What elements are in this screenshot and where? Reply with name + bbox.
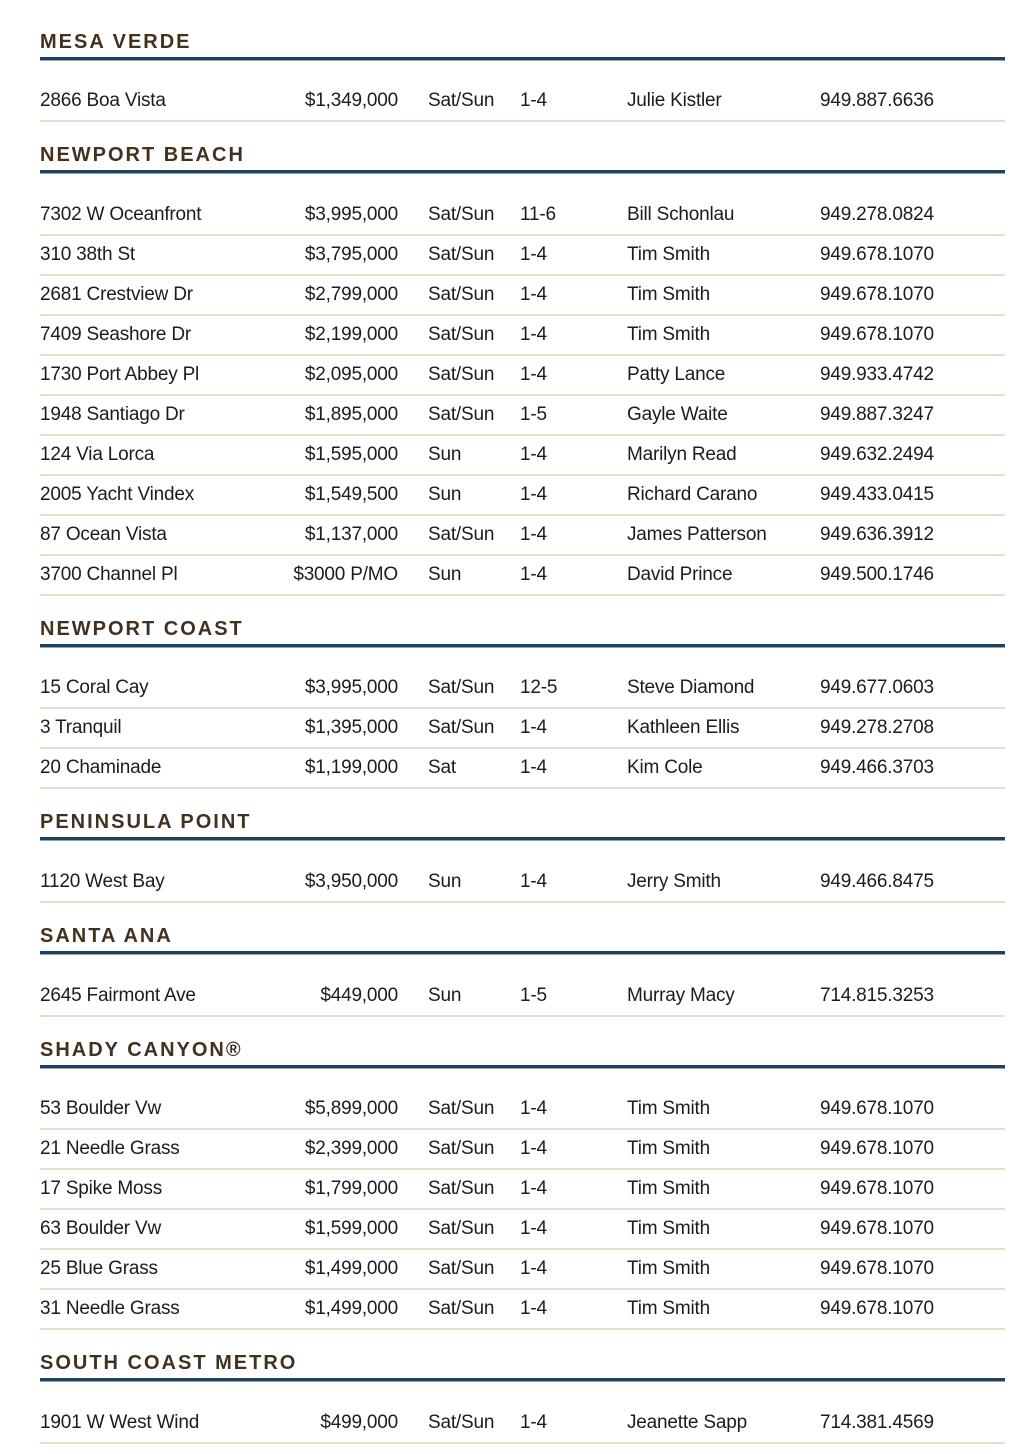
listing-price: $3000 P/MO	[293, 563, 398, 585]
listing-address: 2681 Crestview Dr	[40, 283, 193, 305]
listing-price: $1,199,000	[304, 757, 398, 779]
listing-row	[40, 476, 1005, 516]
agent-name: Tim Smith	[627, 1178, 710, 1200]
agent-name: Tim Smith	[627, 1298, 710, 1320]
listing-row	[40, 1250, 1005, 1290]
listing-price: $1,395,000	[304, 717, 398, 739]
open-house-hours: 1-4	[520, 870, 547, 892]
listing-row	[40, 1210, 1005, 1250]
open-house-hours: 1-4	[520, 1178, 547, 1200]
open-house-hours: 1-4	[520, 363, 547, 385]
open-house-hours: 1-4	[520, 323, 547, 345]
agent-name: Tim Smith	[627, 243, 710, 265]
listing-price: $3,995,000	[304, 203, 398, 225]
listing-price: $2,199,000	[304, 323, 398, 345]
agent-phone: 949.500.1746	[820, 563, 934, 585]
neighborhood-section	[40, 812, 1005, 903]
agent-phone: 714.815.3253	[820, 984, 934, 1006]
open-house-days: Sat/Sun	[428, 1218, 495, 1240]
agent-name: Richard Carano	[627, 483, 758, 505]
open-house-hours: 1-4	[520, 90, 547, 112]
listing-address: 53 Boulder Vw	[40, 1098, 161, 1120]
agent-name: Steve Diamond	[627, 677, 755, 699]
agent-name: Jerry Smith	[627, 870, 721, 892]
open-house-days: Sun	[428, 870, 462, 892]
section-rows	[40, 190, 1005, 596]
listing-price: $449,000	[320, 984, 398, 1006]
listing-price: $2,095,000	[304, 363, 398, 385]
open-house-hours: 1-4	[520, 1218, 547, 1240]
listing-row	[40, 236, 1005, 276]
open-house-days: Sat/Sun	[428, 1178, 495, 1200]
listing-price: $2,399,000	[304, 1138, 398, 1160]
listing-address: 31 Needle Grass	[40, 1298, 180, 1320]
listing-row	[40, 196, 1005, 236]
agent-phone: 949.933.4742	[820, 363, 934, 385]
open-house-days: Sun	[428, 984, 462, 1006]
open-house-hours: 1-4	[520, 717, 547, 739]
agent-phone: 949.678.1070	[820, 1218, 934, 1240]
neighborhood-section	[40, 1353, 1005, 1444]
open-house-hours: 1-4	[520, 757, 547, 779]
open-house-days: Sun	[428, 443, 462, 465]
listing-address: 17 Spike Moss	[40, 1178, 163, 1200]
open-house-days: Sat/Sun	[428, 203, 495, 225]
agent-name: Gayle Waite	[627, 403, 728, 425]
open-house-hours: 1-4	[520, 1138, 547, 1160]
section-title: NEWPORT COAST	[40, 619, 1005, 647]
listing-price: $1,799,000	[304, 1178, 398, 1200]
listing-address: 20 Chaminade	[40, 757, 162, 779]
listing-price: $1,349,000	[304, 90, 398, 112]
listing-address: 21 Needle Grass	[40, 1138, 180, 1160]
agent-name: Tim Smith	[627, 1138, 710, 1160]
agent-phone: 949.678.1070	[820, 1298, 934, 1320]
listing-row	[40, 1170, 1005, 1210]
listing-row	[40, 316, 1005, 356]
open-house-hours: 1-4	[520, 243, 547, 265]
open-house-days: Sat/Sun	[428, 363, 495, 385]
listing-price: $1,599,000	[304, 1218, 398, 1240]
section-rows	[40, 1084, 1005, 1330]
open-house-hours: 1-4	[520, 483, 547, 505]
open-house-days: Sat/Sun	[428, 1258, 495, 1280]
open-house-days: Sat/Sun	[428, 90, 495, 112]
listing-address: 1948 Santiago Dr	[40, 403, 185, 425]
agent-phone: 949.636.3912	[820, 523, 934, 545]
listing-address: 310 38th St	[40, 243, 135, 265]
section-title: PENINSULA POINT	[40, 812, 1005, 840]
listing-row	[40, 356, 1005, 396]
listing-row	[40, 276, 1005, 316]
listing-address: 1901 W West Wind	[40, 1411, 200, 1433]
listing-address: 7409 Seashore Dr	[40, 323, 192, 345]
agent-name: Kim Cole	[627, 757, 703, 779]
open-house-days: Sat/Sun	[428, 1138, 495, 1160]
listing-address: 3700 Channel Pl	[40, 563, 178, 585]
open-house-hours: 1-5	[520, 403, 547, 425]
agent-name: Tim Smith	[627, 1218, 710, 1240]
neighborhood-section	[40, 926, 1005, 1017]
agent-phone: 949.678.1070	[820, 283, 934, 305]
agent-phone: 949.887.3247	[820, 403, 934, 425]
listing-row	[40, 749, 1005, 789]
agent-name: Julie Kistler	[627, 90, 722, 112]
listing-price: $3,995,000	[304, 677, 398, 699]
section-rows	[40, 1398, 1005, 1444]
listing-price: $1,595,000	[304, 443, 398, 465]
listing-row	[40, 82, 1005, 122]
agent-name: Marilyn Read	[627, 443, 737, 465]
open-house-days: Sat/Sun	[428, 523, 495, 545]
section-title: MESA VERDE	[40, 32, 1005, 60]
agent-phone: 949.278.2708	[820, 717, 934, 739]
agent-phone: 714.381.4569	[820, 1411, 934, 1433]
agent-phone: 949.433.0415	[820, 483, 934, 505]
listing-row	[40, 1090, 1005, 1130]
open-house-hours: 11-6	[520, 203, 556, 225]
open-house-days: Sun	[428, 563, 462, 585]
listing-row	[40, 1404, 1005, 1444]
open-house-hours: 1-4	[520, 443, 547, 465]
listing-row	[40, 863, 1005, 903]
neighborhood-section	[40, 1040, 1005, 1331]
listing-row	[40, 1290, 1005, 1330]
open-house-days: Sun	[428, 483, 462, 505]
agent-phone: 949.678.1070	[820, 1138, 934, 1160]
listing-row	[40, 396, 1005, 436]
section-rows	[40, 857, 1005, 903]
listing-row	[40, 436, 1005, 476]
open-house-days: Sat/Sun	[428, 717, 495, 739]
agent-phone: 949.278.0824	[820, 203, 934, 225]
open-house-directory	[40, 32, 1005, 1444]
neighborhood-section	[40, 145, 1005, 596]
listing-row	[40, 1130, 1005, 1170]
listing-row	[40, 516, 1005, 556]
open-house-hours: 1-4	[520, 1298, 547, 1320]
listing-price: $499,000	[320, 1411, 398, 1433]
open-house-days: Sat/Sun	[428, 323, 495, 345]
listing-price: $2,799,000	[304, 283, 398, 305]
agent-phone: 949.678.1070	[820, 323, 934, 345]
agent-name: Bill Schonlau	[627, 203, 735, 225]
listing-address: 2866 Boa Vista	[40, 90, 166, 112]
open-house-days: Sat/Sun	[428, 677, 495, 699]
listing-row	[40, 669, 1005, 709]
listing-address: 63 Boulder Vw	[40, 1218, 161, 1240]
open-house-hours: 1-4	[520, 523, 547, 545]
listing-address: 1120 West Bay	[40, 870, 165, 892]
section-title: NEWPORT BEACH	[40, 145, 1005, 173]
agent-name: Tim Smith	[627, 323, 710, 345]
listing-address: 15 Coral Cay	[40, 677, 149, 699]
listing-address: 1730 Port Abbey Pl	[40, 363, 200, 385]
listing-row	[40, 977, 1005, 1017]
agent-name: Murray Macy	[627, 984, 735, 1006]
section-rows	[40, 971, 1005, 1017]
listing-address: 25 Blue Grass	[40, 1258, 158, 1280]
listing-address: 2005 Yacht Vindex	[40, 483, 195, 505]
agent-name: Tim Smith	[627, 283, 710, 305]
agent-phone: 949.678.1070	[820, 1258, 934, 1280]
listing-row	[40, 709, 1005, 749]
agent-phone: 949.466.8475	[820, 870, 934, 892]
agent-name: Kathleen Ellis	[627, 717, 740, 739]
listing-address: 7302 W Oceanfront	[40, 203, 202, 225]
listing-address: 87 Ocean Vista	[40, 523, 167, 545]
listing-address: 124 Via Lorca	[40, 443, 155, 465]
agent-phone: 949.677.0603	[820, 677, 934, 699]
listing-price: $1,549,500	[304, 483, 398, 505]
open-house-hours: 1-4	[520, 563, 547, 585]
open-house-hours: 1-4	[520, 1258, 547, 1280]
listing-price: $1,895,000	[304, 403, 398, 425]
listing-address: 2645 Fairmont Ave	[40, 984, 196, 1006]
section-title: SANTA ANA	[40, 926, 1005, 954]
listing-price: $5,899,000	[304, 1098, 398, 1120]
agent-phone: 949.678.1070	[820, 1098, 934, 1120]
neighborhood-section	[40, 32, 1005, 123]
listing-price: $1,137,000	[304, 523, 398, 545]
agent-name: Patty Lance	[627, 363, 726, 385]
open-house-hours: 1-5	[520, 984, 547, 1006]
listing-address: 3 Tranquil	[40, 717, 122, 739]
open-house-days: Sat	[428, 757, 456, 779]
agent-phone: 949.678.1070	[820, 1178, 934, 1200]
agent-name: James Patterson	[627, 523, 767, 545]
listing-price: $1,499,000	[304, 1258, 398, 1280]
open-house-days: Sat/Sun	[428, 1098, 495, 1120]
open-house-hours: 1-4	[520, 1098, 547, 1120]
section-title: SOUTH COAST METRO	[40, 1353, 1005, 1381]
listing-price: $3,795,000	[304, 243, 398, 265]
section-rows	[40, 76, 1005, 122]
open-house-days: Sat/Sun	[428, 1298, 495, 1320]
agent-name: Tim Smith	[627, 1258, 710, 1280]
listing-row	[40, 556, 1005, 596]
agent-name: Tim Smith	[627, 1098, 710, 1120]
agent-name: David Prince	[627, 563, 733, 585]
agent-name: Jeanette Sapp	[627, 1411, 747, 1433]
open-house-hours: 12-5	[520, 677, 558, 699]
agent-phone: 949.466.3703	[820, 757, 934, 779]
open-house-hours: 1-4	[520, 1411, 547, 1433]
open-house-days: Sat/Sun	[428, 243, 495, 265]
agent-phone: 949.678.1070	[820, 243, 934, 265]
listing-price: $3,950,000	[304, 870, 398, 892]
open-house-hours: 1-4	[520, 283, 547, 305]
open-house-days: Sat/Sun	[428, 403, 495, 425]
section-rows	[40, 663, 1005, 789]
open-house-days: Sat/Sun	[428, 1411, 495, 1433]
open-house-days: Sat/Sun	[428, 283, 495, 305]
listing-price: $1,499,000	[304, 1298, 398, 1320]
agent-phone: 949.887.6636	[820, 90, 934, 112]
section-title: SHADY CANYON®	[40, 1040, 1005, 1068]
neighborhood-section	[40, 619, 1005, 790]
agent-phone: 949.632.2494	[820, 443, 934, 465]
